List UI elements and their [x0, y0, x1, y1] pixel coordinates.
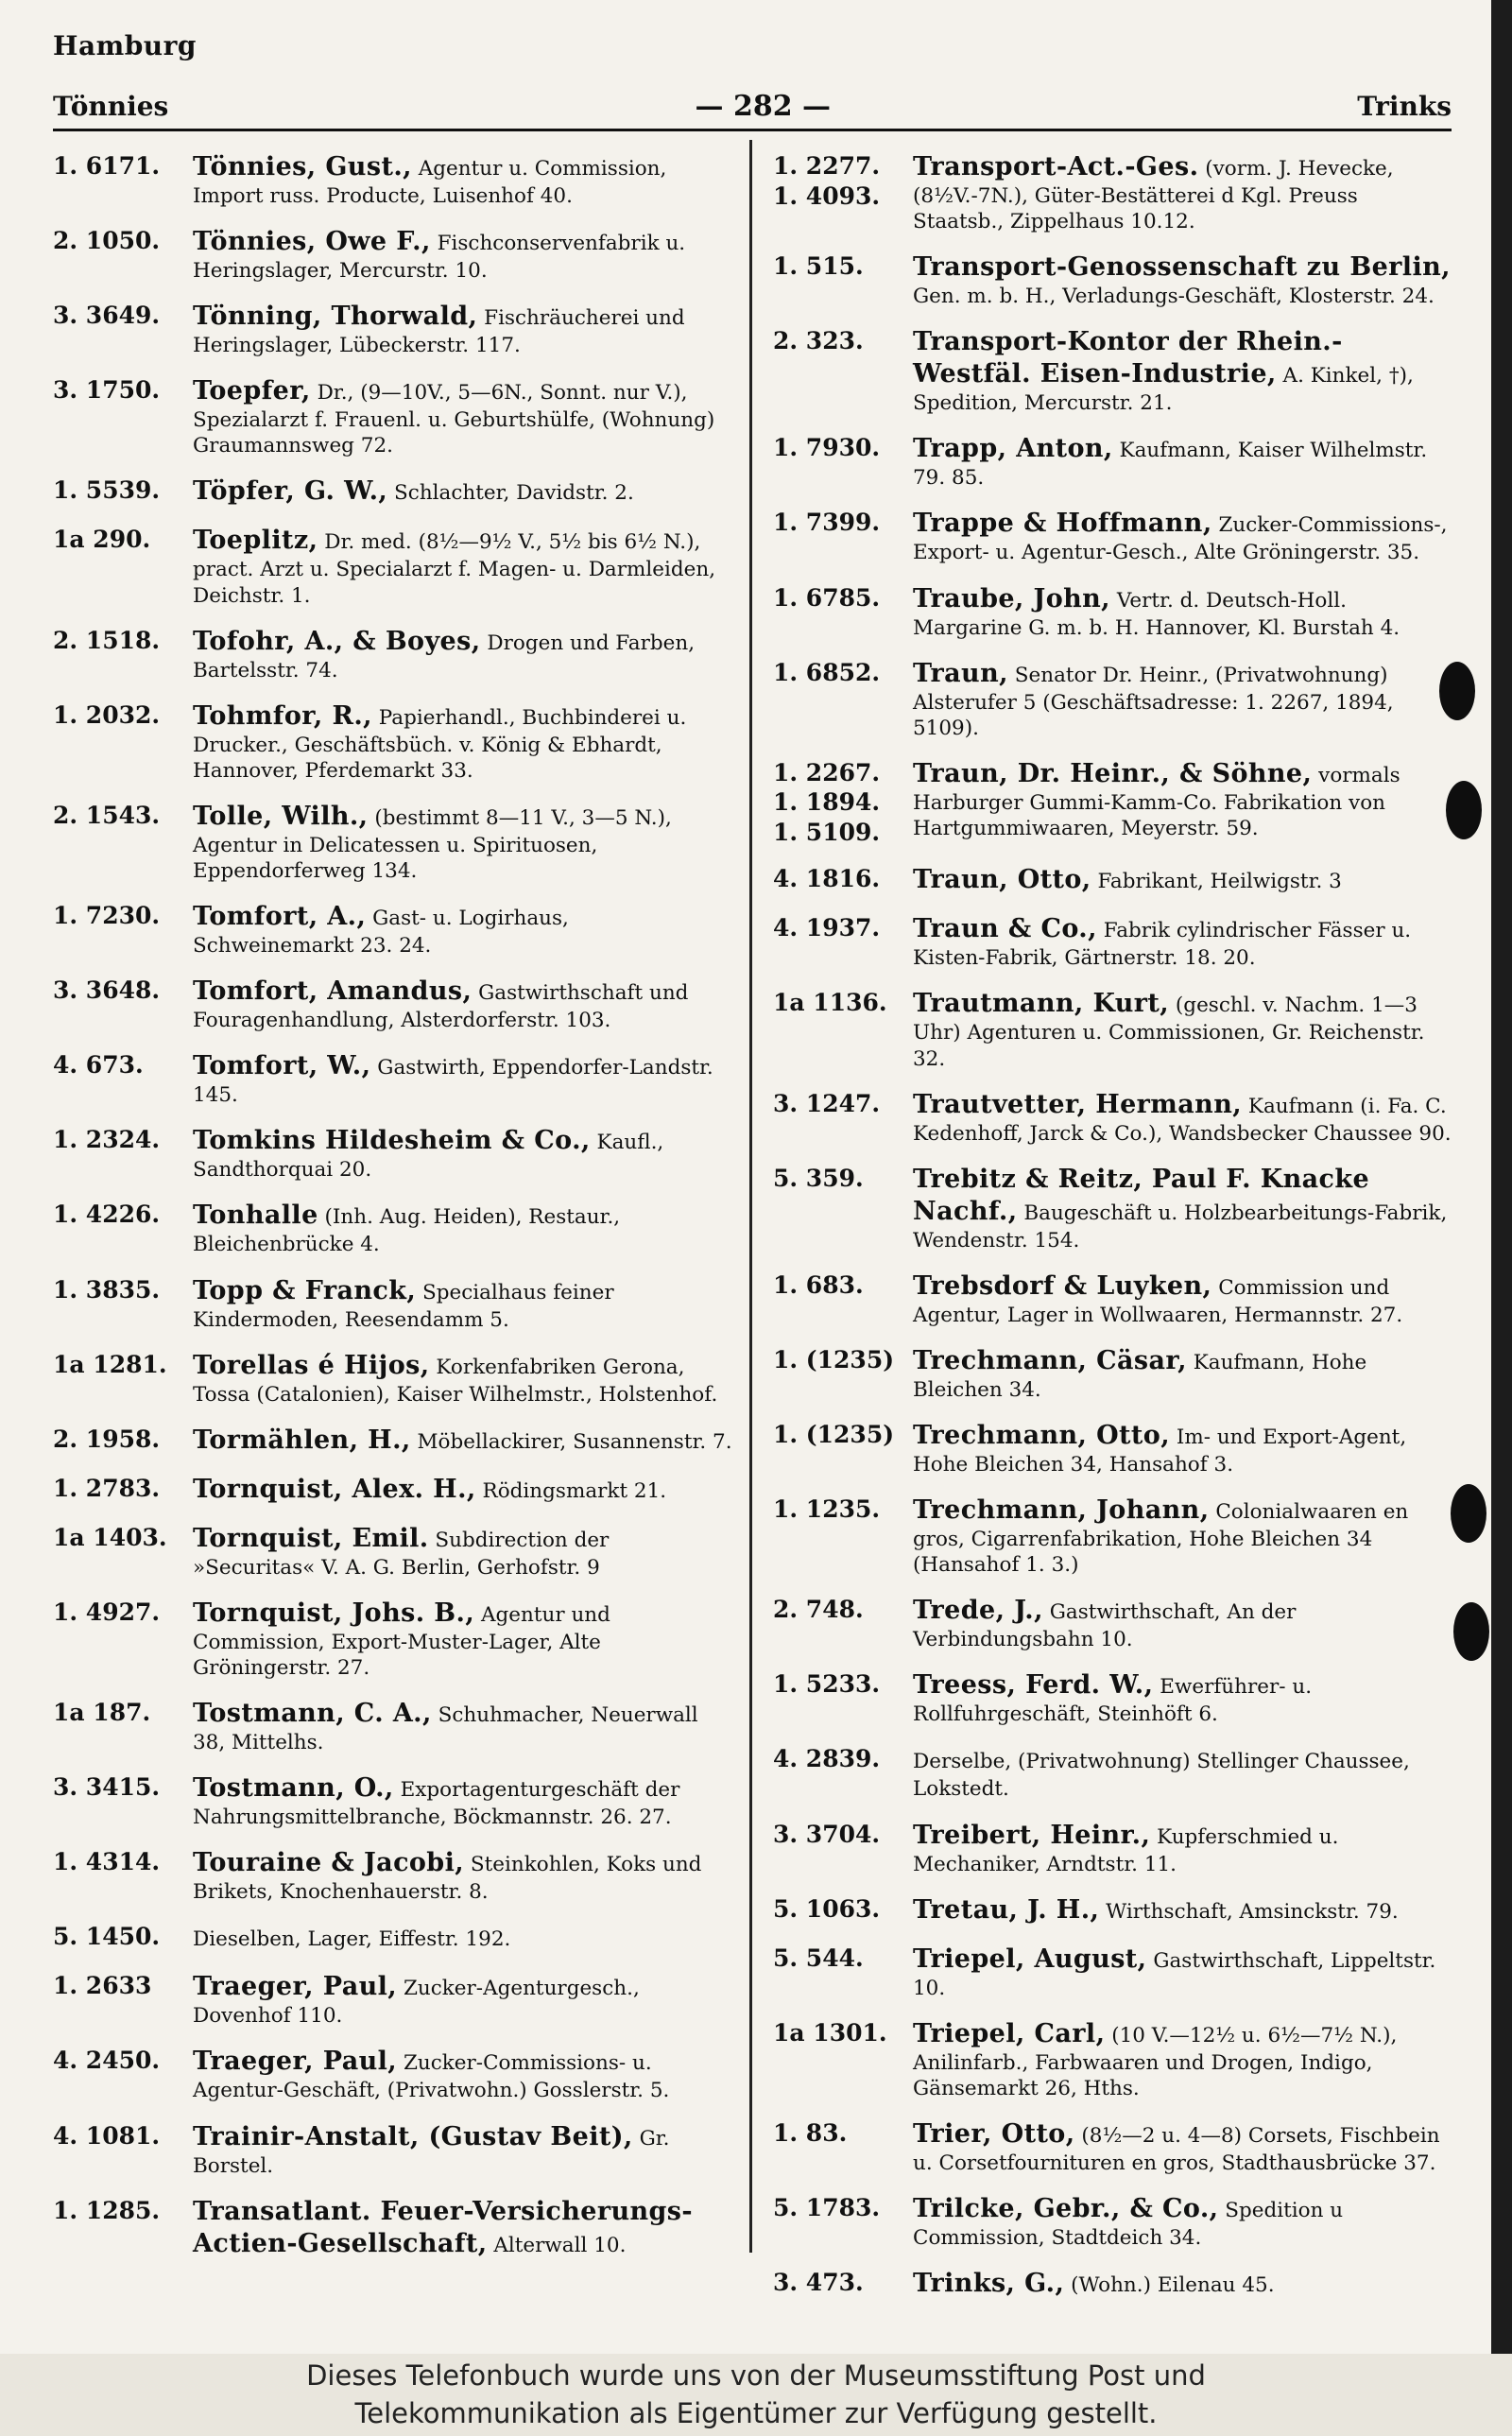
directory-entry	[773, 1669, 1453, 1727]
entry-body	[913, 1595, 1453, 1652]
footer-line-1: Dieses Telefonbuch wurde uns von der Museumsstiftung Post und	[306, 2359, 1206, 2393]
entry-details: Fischräucherei und Heringslager, Lübeckerstr. 117.	[193, 306, 685, 358]
entry-details: A. Kinkel, †), Spedition, Mercurstr. 21.	[913, 364, 1414, 416]
phone-number: 1a 1136.	[773, 989, 887, 1017]
subscriber-name: Trebitz & Reitz, Paul F. Knacke Nachf.,	[913, 1164, 1370, 1226]
entry-details: Fischconservenfabrik u. Heringslager, Mercurstr. 10.	[193, 232, 686, 284]
entry-details: Senator Dr. Heinr., (Privatwohnung) Alsterufer 5 (Geschäftsadresse: 1. 2267, 1894, 5109).	[913, 663, 1394, 740]
entry-details: Agentur und Commission, Export-Muster-Lager, Alte Gröningerstr. 27.	[193, 1602, 610, 1680]
phone-number: 1. 3835.	[53, 1275, 161, 1304]
entry-details: Kaufmann (i. Fa. C. Kedenhoff, Jarck & Co.), Wandsbecker Chaussee 90.	[913, 1094, 1452, 1146]
subscriber-name: Trinks, G.,	[913, 2269, 1065, 2299]
subscriber-name: Trautmann, Kurt,	[913, 989, 1170, 1019]
directory-entry	[773, 326, 1453, 416]
entry-body	[193, 151, 733, 209]
subscriber-name: Traun,	[913, 658, 1008, 688]
directory-entry	[773, 2268, 1453, 2300]
entry-body	[913, 508, 1453, 565]
subscriber-name: Triepel, Carl,	[913, 2018, 1106, 2048]
phone-number: 4. 1816.	[773, 865, 881, 893]
entry-body	[913, 1494, 1453, 1578]
entry-body	[913, 1744, 1453, 1802]
phone-number: 1. 7399.	[773, 509, 881, 537]
entry-details: Commission und Agentur, Lager in Wollwaaren, Hermannstr. 27.	[913, 1275, 1403, 1327]
column-divider	[749, 140, 752, 2253]
phone-number: 1. 1235.	[773, 1495, 881, 1524]
entry-body	[193, 1772, 733, 1830]
phone-number: 1. 4314.	[53, 1848, 161, 1876]
entry-details: Fabrik cylindrischer Fässer u. Kisten-Fabrik, Gärtnerstr. 18. 20.	[913, 919, 1412, 971]
phone-number: 1a 1301.	[773, 2018, 887, 2047]
subscriber-name: Trapp, Anton,	[913, 434, 1113, 464]
entry-details: Gastwirthschaft, An der Verbindungsbahn 10.	[913, 1600, 1297, 1652]
directory-entry	[53, 2046, 733, 2103]
phone-number: 5. 544.	[773, 1944, 864, 1972]
subscriber-name: Toepfer,	[193, 376, 311, 406]
directory-entry	[773, 1420, 1453, 1477]
entry-body	[913, 251, 1453, 309]
entry-details: Zucker-Commissions-, Export- u. Agentur-Gesch., Alte Gröningerstr. 35.	[913, 513, 1448, 565]
entry-details: Schuhmacher, Neuerwall 38, Mittelhs.	[193, 1703, 698, 1755]
entry-body	[913, 2268, 1453, 2300]
phone-number: 1a 290.	[53, 526, 151, 554]
entry-body	[913, 1270, 1453, 1328]
phone-number: 1. 2324.	[53, 1126, 161, 1154]
subscriber-name: Tonhalle	[193, 1201, 318, 1231]
entry-details: Gr. Borstel.	[193, 2126, 670, 2178]
directory-entry	[53, 1598, 733, 1681]
left-column	[53, 151, 733, 2277]
phone-number: 1. 6785.	[773, 583, 881, 612]
entry-details: Dieselben, Lager, Eiffestr. 192.	[193, 1927, 511, 1952]
directory-entry	[53, 901, 733, 959]
entry-details: Kaufl., Sandthorquai 20.	[193, 1131, 664, 1183]
entry-body	[913, 2193, 1453, 2251]
phone-number: 1. 2277. 1. 4093.	[773, 152, 881, 210]
directory-entry	[53, 1425, 733, 1457]
entry-body	[193, 1598, 733, 1681]
phone-number: 2. 748.	[773, 1596, 864, 1624]
entry-body	[193, 2121, 733, 2179]
entry-details: Specialhaus feiner Kindermoden, Reesendamm 5.	[193, 1280, 614, 1332]
directory-entry	[773, 251, 1453, 309]
phone-number: 1. 7930.	[773, 434, 881, 462]
directory-entry	[773, 1894, 1453, 1926]
entry-body	[193, 1425, 733, 1457]
directory-entry	[53, 976, 733, 1033]
directory-entry	[773, 1494, 1453, 1578]
subscriber-name: Tormählen, H.,	[193, 1425, 411, 1455]
subscriber-name: Tolle, Wilh.,	[193, 801, 369, 831]
entry-details: (vorm. J. Hevecke, (8½V.-7N.), Güter-Bestätterei d Kgl. Preuss Staatsb., Zippelhaus 10.12.	[913, 157, 1394, 234]
punch-hole	[1446, 781, 1482, 839]
phone-number: 2. 1543.	[53, 801, 161, 829]
phone-number: 1. 2032.	[53, 700, 161, 729]
entry-body	[193, 801, 733, 884]
phone-number: 1. (1235)	[773, 1345, 895, 1373]
directory-entry	[773, 913, 1453, 971]
entry-body	[193, 901, 733, 959]
entry-body	[193, 1922, 733, 1954]
page-number: — 282 —	[695, 89, 832, 123]
subscriber-name: Transport-Genossenschaft zu Berlin,	[913, 252, 1451, 283]
directory-entry	[773, 1345, 1453, 1403]
subscriber-name: Tönnies, Owe F.,	[193, 227, 431, 257]
subscriber-name: Transatlant. Feuer-Versicherungs-Actien-Gesellschaft,	[193, 2196, 693, 2258]
subscriber-name: Tomfort, Amandus,	[193, 976, 472, 1007]
directory-entry	[53, 1200, 733, 1257]
entry-body	[913, 1164, 1453, 1253]
directory-entry	[773, 1595, 1453, 1652]
entry-body	[913, 1669, 1453, 1727]
entry-details: Im- und Export-Agent, Hohe Bleichen 34, Hansahof 3.	[913, 1425, 1407, 1477]
phone-number: 4. 673.	[53, 1051, 144, 1080]
entry-body	[913, 1420, 1453, 1477]
phone-number: 1a 187.	[53, 1699, 151, 1727]
entry-details: (Wohn.) Eilenau 45.	[1071, 2273, 1275, 2298]
phone-number: 3. 3704.	[773, 1820, 881, 1848]
phone-number: 5. 1783.	[773, 2194, 881, 2222]
subscriber-name: Tostmann, C. A.,	[193, 1699, 432, 1729]
subscriber-name: Traun, Dr. Heinr., & Söhne,	[913, 758, 1313, 788]
first-entry-word: Tönnies	[53, 90, 169, 122]
directory-entry	[53, 475, 733, 508]
entry-details: Ewerführer- u. Rollfuhrgeschäft, Steinhöft 6.	[913, 1675, 1313, 1727]
punch-hole	[1439, 662, 1475, 720]
directory-entry	[773, 1744, 1453, 1802]
directory-entry	[773, 1944, 1453, 2001]
punch-hole	[1453, 1602, 1489, 1661]
entry-body	[913, 988, 1453, 1071]
subscriber-name: Trede, J.,	[913, 1596, 1043, 1626]
subscriber-name: Traeger, Paul,	[193, 1972, 398, 2002]
directory-entry	[53, 1698, 733, 1755]
entry-body	[913, 1345, 1453, 1403]
directory-entry	[53, 1125, 733, 1183]
entry-body	[913, 758, 1453, 848]
entry-body	[193, 1847, 733, 1905]
entry-details: (10 V.—12½ u. 6½—7½ N.), Anilinfarb., Farbwaaren und Drogen, Indigo, Gänsemarkt 26, Hths.	[913, 2023, 1398, 2100]
entry-details: Gastwirth, Eppendorfer-Landstr. 145.	[193, 1056, 713, 1108]
entry-body	[193, 1350, 733, 1408]
subscriber-name: Traun & Co.,	[913, 914, 1097, 944]
phone-number: 3. 3649.	[53, 302, 161, 330]
subscriber-name: Töpfer, G. W.,	[193, 476, 388, 507]
directory-entry	[53, 1350, 733, 1408]
subscriber-name: Tornquist, Johs. B.,	[193, 1598, 475, 1628]
entry-details: (geschl. v. Nachm. 1—3 Uhr) Agenturen u. Commissionen, Gr. Reichenstr. 32.	[913, 993, 1425, 1071]
subscriber-name: Trainir-Anstalt, (Gustav Beit),	[193, 2121, 633, 2151]
entry-details: Wirthschaft, Amsinckstr. 79.	[1106, 1899, 1399, 1924]
page-edge	[1491, 0, 1512, 2354]
directory-entry	[53, 801, 733, 884]
entry-details: (Inh. Aug. Heiden), Restaur., Bleichenbrücke 4.	[193, 1205, 621, 1257]
phone-number: 4. 1081.	[53, 2121, 161, 2150]
phone-number: 1. 4927.	[53, 1598, 161, 1626]
entry-details: Steinkohlen, Koks und Brikets, Knochenhauerstr. 8.	[193, 1853, 702, 1905]
phone-number: 1. (1235)	[773, 1421, 895, 1448]
subscriber-name: Tomkins Hildesheim & Co.,	[193, 1126, 591, 1156]
entry-body	[193, 2196, 733, 2260]
entry-details: vormals Harburger Gummi-Kamm-Co. Fabrikation von Hartgummiwaaren, Meyerstr. 59.	[913, 763, 1400, 840]
phone-number: 1. 683.	[773, 1270, 864, 1299]
header-rule	[53, 129, 1452, 131]
phone-number: 1. 2267. 1. 1894. 1. 5109.	[773, 758, 881, 846]
directory-entry	[53, 1275, 733, 1333]
subscriber-name: Trier, Otto,	[913, 2118, 1075, 2149]
phone-number: 3. 473.	[773, 2269, 864, 2297]
entry-body	[193, 1523, 733, 1581]
phone-number: 1. 7230.	[53, 902, 161, 930]
entry-details: Gast- u. Logirhaus, Schweinemarkt 23. 24.	[193, 907, 569, 959]
entry-details: Fabrikant, Heilwigstr. 3	[1097, 870, 1342, 894]
phone-number: 3. 3415.	[53, 1773, 161, 1802]
entry-details: Schlachter, Davidstr. 2.	[394, 481, 634, 506]
directory-entry	[773, 2193, 1453, 2251]
entry-details: Vertr. d. Deutsch-Holl. Margarine G. m. b. H. Hannover, Kl. Burstah 4.	[913, 588, 1400, 640]
running-header	[53, 87, 1452, 125]
phone-number: 3. 3648.	[53, 976, 161, 1005]
subscriber-name: Treess, Ferd. W.,	[913, 1670, 1154, 1701]
entry-body	[913, 1944, 1453, 2001]
footer-line-2: Telekommunikation als Eigentümer zur Verfügung gestellt.	[354, 2396, 1158, 2429]
entry-details: Möbellackirer, Susannenstr. 7.	[417, 1429, 732, 1454]
directory-entry	[773, 2018, 1453, 2101]
entry-body	[193, 226, 733, 284]
entry-details: Gastwirthschaft, Lippeltstr. 10.	[913, 1948, 1436, 2000]
entry-body	[193, 2046, 733, 2103]
entry-details: Derselbe, (Privatwohnung) Stellinger Chaussee, Lokstedt.	[913, 1750, 1410, 1802]
entry-details: Gen. m. b. H., Verladungs-Geschäft, Klosterstr. 24.	[913, 285, 1435, 309]
entry-details: Kaufmann, Hohe Bleichen 34.	[913, 1350, 1367, 1402]
punch-hole	[1451, 1484, 1486, 1543]
entry-body	[193, 976, 733, 1033]
entry-body	[913, 583, 1453, 641]
phone-number: 5. 359.	[773, 1164, 864, 1192]
entry-body	[913, 2018, 1453, 2101]
phone-number: 4. 1937.	[773, 914, 881, 942]
directory-entry	[773, 583, 1453, 641]
subscriber-name: Topp & Franck,	[193, 1275, 417, 1305]
subscriber-name: Transport-Kontor der Rhein.-Westfäl. Eisen-Industrie,	[913, 327, 1343, 389]
directory-entry	[53, 1474, 733, 1506]
entry-body	[193, 301, 733, 358]
entry-body	[193, 1050, 733, 1108]
right-column	[773, 151, 1453, 2317]
phone-number: 2. 1958.	[53, 1425, 161, 1453]
subscriber-name: Trechmann, Otto,	[913, 1421, 1170, 1450]
entry-details: Colonialwaaren en gros, Cigarrenfabrikation, Hohe Bleichen 34 (Hansahof 1. 3.)	[913, 1500, 1409, 1578]
subscriber-name: Transport-Act.-Ges.	[913, 152, 1199, 181]
subscriber-name: Treibert, Heinr.,	[913, 1820, 1151, 1850]
entry-body	[913, 433, 1453, 491]
subscriber-name: Tornquist, Alex. H.,	[193, 1474, 476, 1504]
entry-details: Alterwall 10.	[493, 2233, 627, 2257]
directory-entry	[773, 658, 1453, 741]
directory-entry	[53, 1523, 733, 1581]
directory-entry	[773, 508, 1453, 565]
phone-number: 1. 2783.	[53, 1474, 161, 1502]
subscriber-name: Trechmann, Cäsar,	[913, 1345, 1187, 1375]
phone-number: 1. 4226.	[53, 1201, 161, 1229]
subscriber-name: Trautvetter, Hermann,	[913, 1089, 1243, 1119]
entry-body	[193, 1125, 733, 1183]
entry-body	[913, 326, 1453, 416]
subscriber-name: Tofohr, A., & Boyes,	[193, 626, 481, 656]
footer-notice	[0, 2354, 1512, 2436]
phone-number: 2. 323.	[773, 327, 864, 355]
subscriber-name: Trechmann, Johann,	[913, 1495, 1210, 1526]
phone-number: 2. 1050.	[53, 227, 161, 255]
subscriber-name: Trilcke, Gebr., & Co.,	[913, 2194, 1219, 2224]
subscriber-name: Tostmann, O.,	[193, 1773, 394, 1804]
directory-entry	[773, 1270, 1453, 1328]
entry-body	[193, 1275, 733, 1333]
directory-entry	[53, 2121, 733, 2179]
directory-entry	[53, 2196, 733, 2260]
entry-body	[913, 2118, 1453, 2176]
entry-details: Papierhandl., Buchbinderei u. Drucker., Geschäftsbüch. v. König & Ebhardt, Hannover, Pferdemarkt 33.	[193, 705, 687, 783]
directory-entry	[53, 375, 733, 458]
phone-number: 1. 6852.	[773, 658, 881, 686]
entry-details: Dr. med. (8½—9½ V., 5½ bis 6½ N.), pract. Arzt u. Specialarzt f. Magen- u. Darmleiden, Deichstr. 1.	[193, 530, 716, 608]
entry-details: Baugeschäft u. Holzbearbeitungs-Fabrik, Wendenstr. 154.	[913, 1201, 1448, 1253]
directory-entry	[773, 1820, 1453, 1877]
entry-body	[193, 626, 733, 683]
entry-details: Kupferschmied u. Mechaniker, Arndtstr. 11.	[913, 1824, 1339, 1876]
last-entry-word: Trinks	[1357, 90, 1452, 122]
entry-body	[913, 1089, 1453, 1147]
phone-number: 1. 1285.	[53, 2196, 161, 2224]
phone-number: 1a 1281.	[53, 1350, 167, 1378]
entry-body	[913, 864, 1453, 896]
entry-body	[193, 1971, 733, 2029]
subscriber-name: Trebsdorf & Luyken,	[913, 1270, 1212, 1301]
entry-details: Korkenfabriken Gerona, Tossa (Catalonien), Kaiser Wilhelmstr., Holstenhof.	[193, 1355, 718, 1407]
directory-entry	[53, 1922, 733, 1954]
entry-details: Rödingsmarkt 21.	[482, 1478, 667, 1503]
entry-body	[193, 1200, 733, 1257]
subscriber-name: Toeplitz,	[193, 526, 318, 556]
phone-number: 2. 1518.	[53, 626, 161, 654]
directory-entry	[773, 151, 1453, 234]
phone-number: 4. 2839.	[773, 1745, 881, 1773]
entry-details: Agentur u. Commission, Import russ. Producte, Luisenhof 40.	[193, 157, 667, 209]
phone-number: 5. 1063.	[773, 1894, 881, 1923]
directory-entry	[53, 700, 733, 784]
entry-details: (8½—2 u. 4—8) Corsets, Fischbein u. Corsetfournituren en gros, Stadthausbrücke 37.	[913, 2123, 1440, 2175]
directory-entry	[773, 864, 1453, 896]
subscriber-name: Traun, Otto,	[913, 865, 1091, 895]
entry-details: Subdirection der »Securitas« V. A. G. Berlin, Gerhofstr. 9	[193, 1528, 610, 1580]
entry-body	[913, 1894, 1453, 1926]
directory-entry	[53, 1847, 733, 1905]
subscriber-name: Tomfort, W.,	[193, 1051, 371, 1081]
subscriber-name: Traube, John,	[913, 583, 1110, 613]
directory-entry	[773, 433, 1453, 491]
entry-body	[913, 1820, 1453, 1877]
entry-body	[913, 913, 1453, 971]
directory-entry	[53, 151, 733, 209]
phone-number: 1. 5539.	[53, 476, 161, 505]
directory-entry	[53, 1772, 733, 1830]
entry-details: Gastwirthschaft und Fouragenhandlung, Alsterdorferstr. 103.	[193, 981, 689, 1033]
directory-entry	[773, 2118, 1453, 2176]
subscriber-name: Tomfort, A.,	[193, 902, 367, 932]
entry-details: Dr., (9—10V., 5—6N., Sonnt. nur V.), Spezialarzt f. Frauenl. u. Geburtshülfe, (Wohnung) Graumannsweg 72.	[193, 381, 715, 458]
entry-body	[913, 658, 1453, 741]
directory-entry	[53, 301, 733, 358]
entry-details: Drogen und Farben, Bartelsstr. 74.	[193, 631, 696, 682]
phone-number: 1. 6171.	[53, 152, 161, 180]
entry-body	[913, 151, 1453, 234]
entry-details: Zucker-Agenturgesch., Dovenhof 110.	[193, 1977, 640, 2029]
city-heading: Hamburg	[53, 30, 197, 61]
directory-entry	[773, 1089, 1453, 1147]
page-header	[53, 30, 1452, 123]
entry-details: Exportagenturgeschäft der Nahrungsmittelbranche, Böckmannstr. 26. 27.	[193, 1778, 680, 1830]
subscriber-name: Tohmfor, R.,	[193, 700, 372, 731]
entry-details: Zucker-Commissions- u. Agentur-Geschäft, (Privatwohn.) Gosslerstr. 5.	[193, 2051, 670, 2103]
phone-number: 1a 1403.	[53, 1523, 167, 1551]
subscriber-name: Triepel, August,	[913, 1944, 1147, 1974]
entry-body	[193, 475, 733, 508]
directory-entry	[53, 1050, 733, 1108]
subscriber-name: Traeger, Paul,	[193, 2047, 398, 2077]
subscriber-name: Torellas é Hijos,	[193, 1350, 430, 1380]
entry-details: Spedition u Commission, Stadtdeich 34.	[913, 2199, 1344, 2251]
phone-number: 3. 1750.	[53, 376, 161, 405]
subscriber-name: Tornquist, Emil.	[193, 1523, 429, 1553]
phone-number: 1. 83.	[773, 2118, 848, 2147]
entry-body	[193, 1698, 733, 1755]
directory-entry	[53, 525, 733, 608]
phone-number: 1. 2633	[53, 1972, 152, 2000]
directory-entry	[53, 226, 733, 284]
directory-entry	[53, 1971, 733, 2029]
phone-number: 1. 515.	[773, 252, 864, 281]
phone-number: 5. 1450.	[53, 1923, 161, 1951]
phone-number: 3. 1247.	[773, 1089, 881, 1117]
directory-entry	[53, 626, 733, 683]
directory-entry	[773, 758, 1453, 848]
subscriber-name: Tretau, J. H.,	[913, 1894, 1100, 1925]
subscriber-name: Trappe & Hoffmann,	[913, 509, 1212, 539]
subscriber-name: Tönnies, Gust.,	[193, 152, 412, 181]
phone-number: 1. 5233.	[773, 1670, 881, 1699]
directory-entry	[773, 988, 1453, 1071]
subscriber-name: Tönning, Thorwald,	[193, 302, 478, 332]
entry-body	[193, 1474, 733, 1506]
directory-entry	[773, 1164, 1453, 1253]
entry-details: Kaufmann, Kaiser Wilhelmstr. 79. 85.	[913, 439, 1428, 491]
entry-body	[193, 525, 733, 608]
subscriber-name: Touraine & Jacobi,	[193, 1848, 465, 1878]
phone-number: 4. 2450.	[53, 2047, 161, 2075]
entry-body	[193, 375, 733, 458]
entry-details: (bestimmt 8—11 V., 3—5 N.), Agentur in Delicatessen u. Spirituosen, Eppendorferweg 134.	[193, 805, 672, 883]
entry-body	[193, 700, 733, 784]
